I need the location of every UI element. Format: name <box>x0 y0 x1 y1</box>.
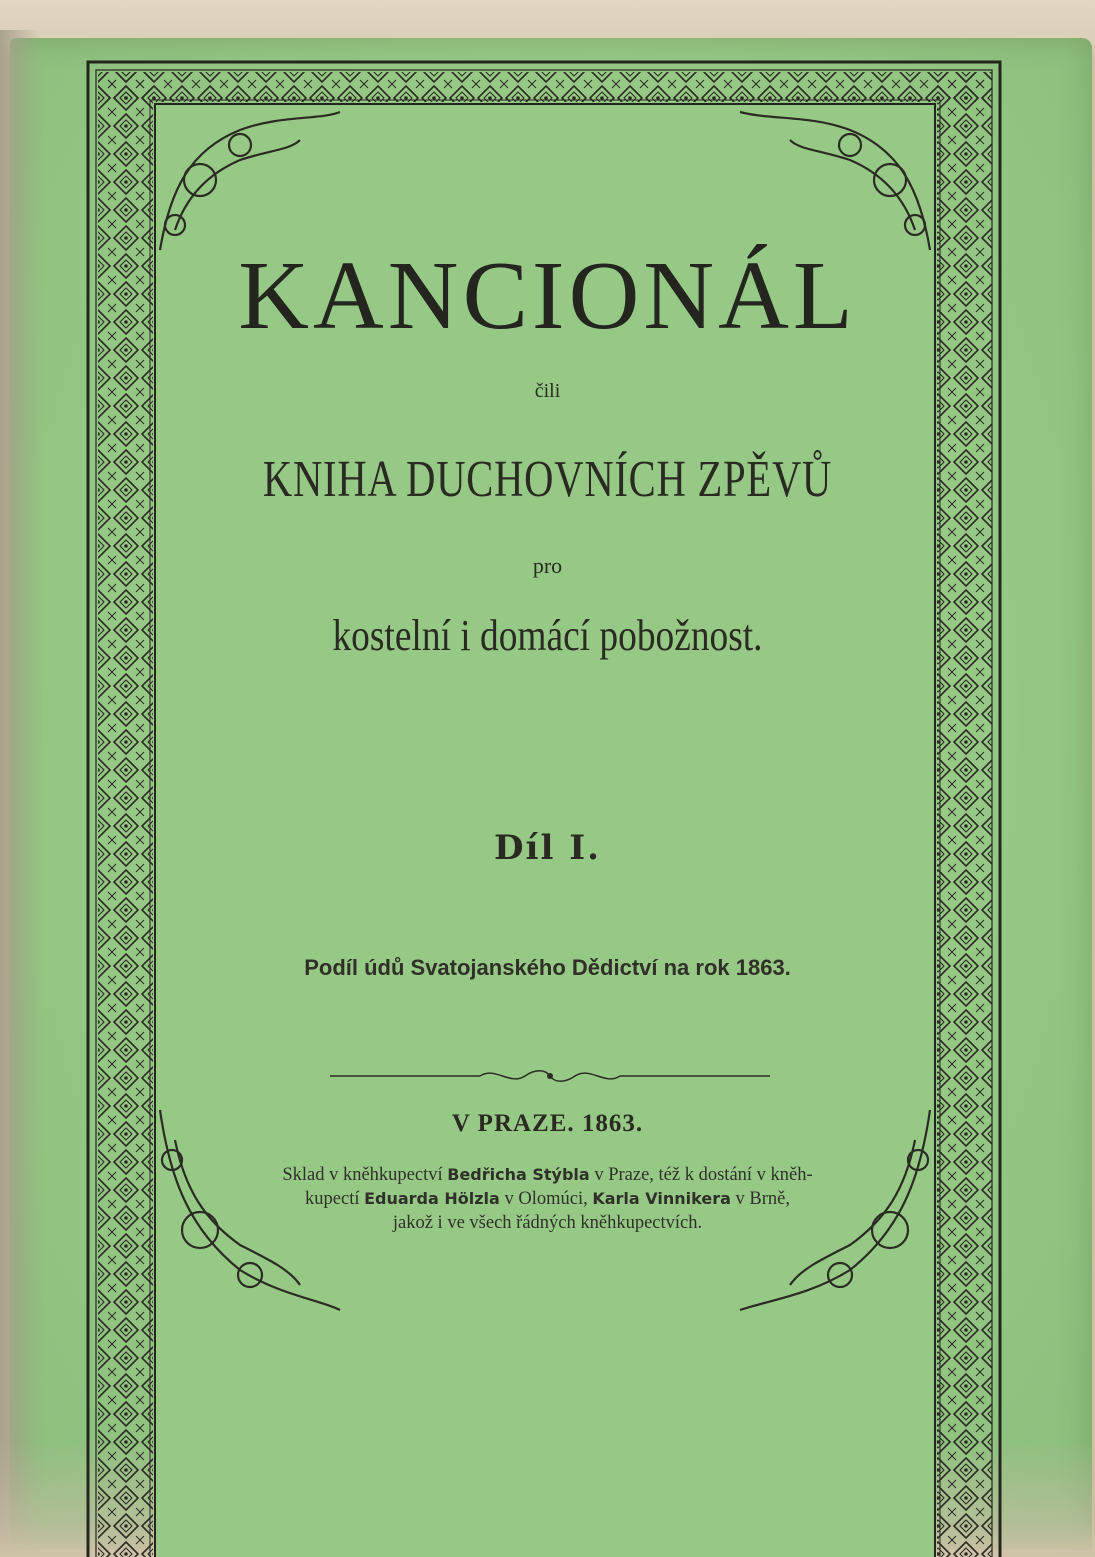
preposition-text: pro <box>532 553 563 578</box>
imprint-line-2 <box>0 1189 1095 1210</box>
imprint-text: v Praze, též k dostání v kněh- <box>589 1165 813 1185</box>
imprint-line-3: jakož i ve všech řádných kněhkupectvích. <box>392 1213 703 1233</box>
bookseller-name: Eduarda Hölzla <box>364 1189 500 1208</box>
publisher-name: Bedřicha Stýbla <box>447 1165 590 1184</box>
bookseller-name: Karla Vinnikera <box>592 1189 731 1208</box>
imprint-line-1 <box>0 1165 1095 1186</box>
purpose-line: kostelní i domácí pobožnost. <box>332 611 763 660</box>
membership-note: Podíl údů Svatojanského Dědictví na rok 1863. <box>304 955 791 980</box>
page-title: KANCIONÁL <box>238 242 857 350</box>
conjunction-text: čili <box>534 380 561 402</box>
subtitle: KNIHA DUCHOVNÍCH ZPĚVŮ <box>262 451 833 508</box>
imprint-place-year: V PRAZE. 1863. <box>451 1110 644 1137</box>
imprint-text: v Olomúci, <box>499 1189 593 1209</box>
imprint-text: v Brně, <box>730 1189 790 1209</box>
imprint-text: kupectí <box>305 1189 365 1209</box>
part-number: Díl I. <box>494 828 601 868</box>
imprint-text: Sklad v kněhkupectví <box>282 1165 448 1185</box>
